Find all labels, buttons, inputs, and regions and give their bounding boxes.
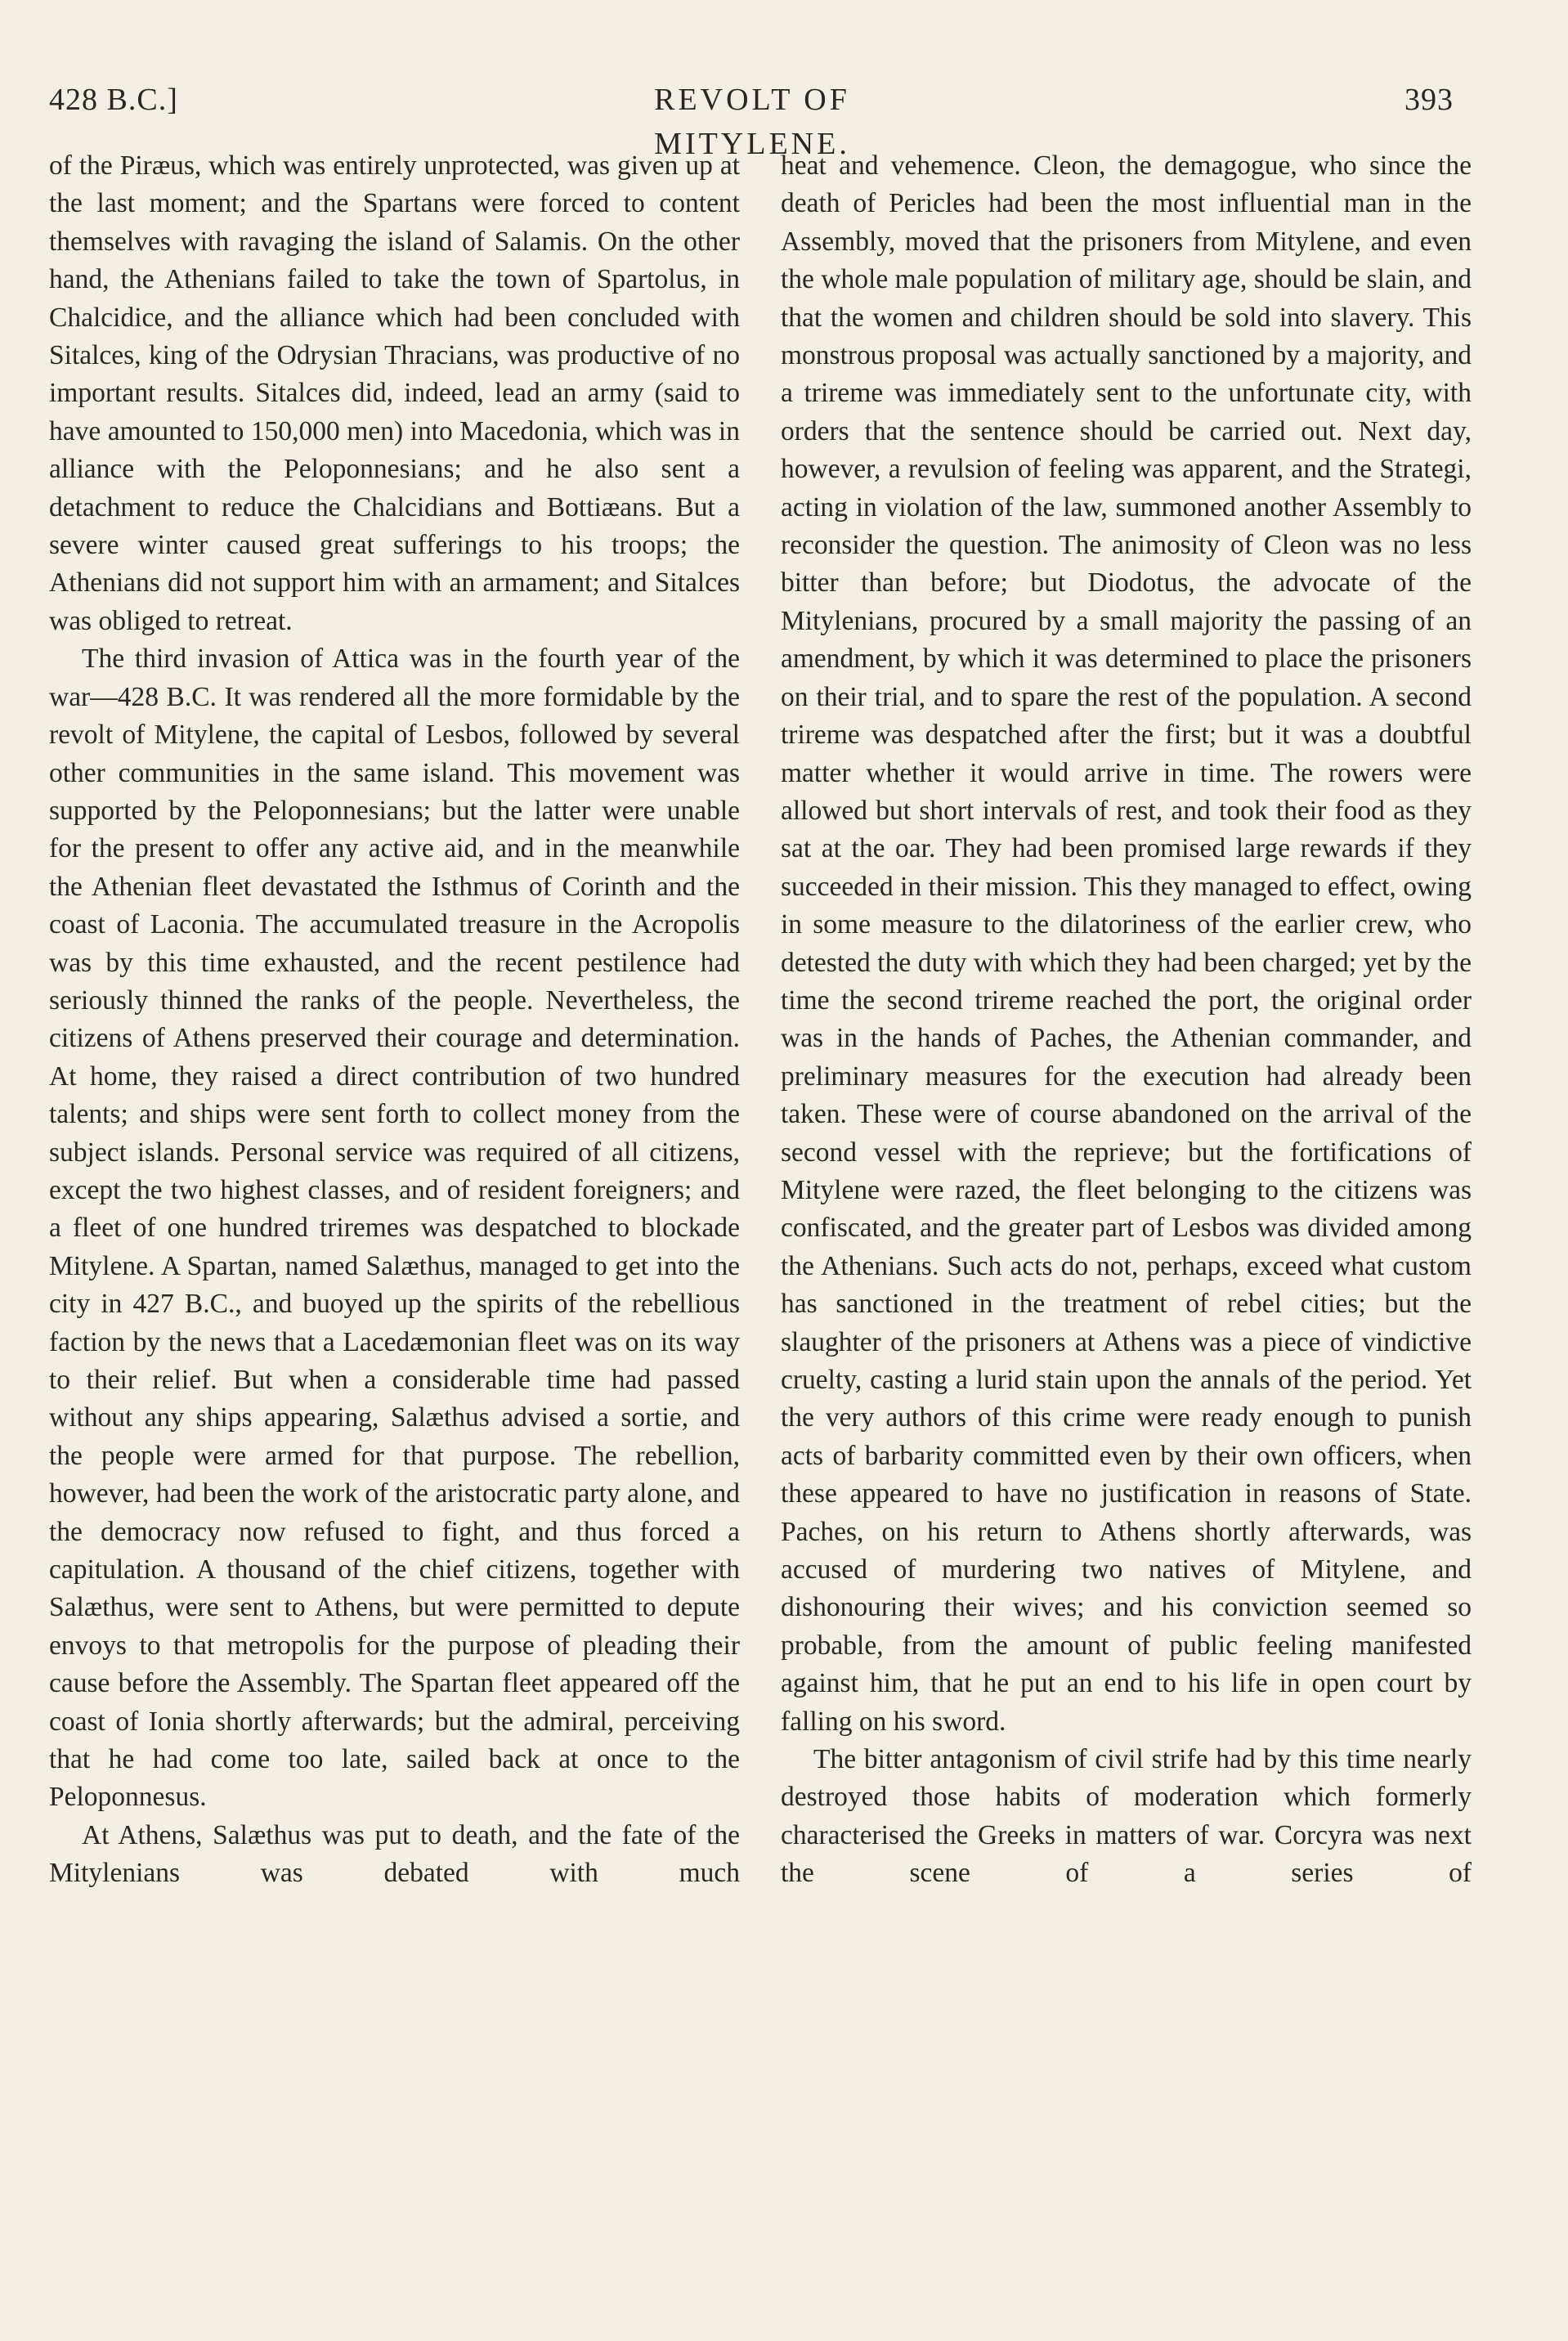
paragraph-cleon-proposal: heat and vehemence. Cleon, the demagogue, who since the death of Pericles had been the most influential man in the Assembly, moved that the prisoners from Mitylene, and even the whole male population of military age, should be slain, and that the women and children should be sold into slavery. This monstrous proposal was actually sanctioned by a majority, and a trireme was immediately sent to the unfortunate city, with orders that the sentence should be carried out. Next day, however, a revulsion of feeling was apparent, and the Strategi, acting in violation of the law, summoned another Assembly to reconsider the question. The animosity of Cleon was no less bitter than before; but Diodotus, the advocate of the Mitylenians, procured by a small majority the passing of an amendment, by which it was determined to place the prisoners on their trial, and to spare the rest of the population. A second trireme was despatched after the first; but it was a doubtful matter whether it would arrive in time. The rowers were allowed but short intervals of rest, and took their food as they sat at the oar. They had been promised large rewards if they succeeded in their mission. This they managed to effect, owing in some measure to the dilatoriness of the earlier crew, who detested the duty with which they had been charged; yet by the time the second trireme reached the port, the original order was in the hands of Paches, the Athenian commander, and preliminary measures for the execution had already been taken. These were of course abandoned on the arrival of the second vessel with the reprieve; but the fortifications of Mitylene were razed, the fleet belonging to the citizens was confiscated, and the greater part of Lesbos was divided among the Athenians. Such acts do not, perhaps, exceed what custom has sanctioned in the treatment of rebel cities; but the slaughter of the prisoners at Athens was a piece of vindictive cruelty, casting a lurid stain upon the annals of the period. Yet the very authors of this crime were ready enough to punish acts of barbarity committed even by their own officers, when these appeared to have no justification in reasons of State. Paches, on his return to Athens shortly afterwards, was accused of murdering two natives of Mitylene, and dishonouring their wives; and his conviction seemed so probable, from the amount of public feeling manifested against him, that he put an end to his life in open court by falling on his sword.	[781, 150, 1472, 1737]
running-header	[49, 78, 1454, 161]
right-text-column	[781, 147, 1472, 1893]
paragraph-athens-debate: At Athens, Salæthus was put to death, and the fate of the Mitylenians was debated with much	[49, 1819, 740, 1889]
left-text-column	[49, 147, 740, 1893]
header-date-range: 428 B.C.]	[49, 83, 178, 117]
paragraph-third-invasion: The third invasion of Attica was in the fourth year of the war—428 B.C. It was rendered all the more formidable by the revolt of Mitylene, the capital of Lesbos, followed by several other communities in the same island. This movement was supported by the Peloponnesians; but the latter were unable for the present to offer any active aid, and in the meanwhile the Athenian fleet devastated the Isthmus of Corinth and the coast of Laconia. The accumulated treasure in the Acropolis was by this time exhausted, and the recent pestilence had seriously thinned the ranks of the people. Nevertheless, the citizens of Athens preserved their courage and determination. At home, they raised a direct contribution of two hundred talents; and ships were sent forth to collect money from the subject islands. Personal service was required of all citizens, except the two highest classes, and of resident foreigners; and a fleet of one hundred triremes was despatched to blockade Mitylene. A Spartan, named Salæthus, managed to get into the city in 427 B.C., and buoyed up the spirits of the rebellious faction by the news that a Lacedæmonian fleet was on its way to their relief. But when a considerable time had passed without any ships appearing, Salæthus advised a sortie, and the people were armed for that purpose. The rebellion, however, had been the work of the aristocratic party alone, and the democracy now refused to fight, and thus forced a capitulation. A thousand of the chief citizens, together with Salæthus, were sent to Athens, but were permitted to depute envoys to that metropolis for the purpose of pleading their cause before the Assembly. The Spartan fleet appeared off the coast of Ionia shortly afterwards; but the admiral, perceiving that he had come too late, sailed back at once to the Peloponnesus.	[49, 644, 740, 1813]
paragraph-piraeus-continuation: of the Piræus, which was entirely unprotected, was given up at the last moment; and the Spartans were forced to content themselves with ravaging the island of Salamis. On the other hand, the Athenians failed to take the town of Spartolus, in Chalcidice, and the alliance which had been concluded with Sitalces, king of the Odrysian Thracians, was productive of no important results. Sitalces did, indeed, lead an army (said to have amounted to 150,000 men) into Macedonia, which was in alliance with the Peloponnesians; and he also sent a detachment to reduce the Chalcidians and Bottiæans. But a severe winter caused great sufferings to his troops; the Athenians did not support him with an armament; and Sitalces was obliged to retreat.	[49, 150, 740, 636]
page-number: 393	[1404, 83, 1454, 117]
paragraph-civil-strife: The bitter antagonism of civil strife had by this time nearly destroyed those habits of moderation which formerly characterised the Greeks in matters of war. Corcyra was next the scene of a series of	[781, 1744, 1472, 1889]
header-chapter-title: REVOLT OF MITYLENE.	[654, 83, 850, 161]
